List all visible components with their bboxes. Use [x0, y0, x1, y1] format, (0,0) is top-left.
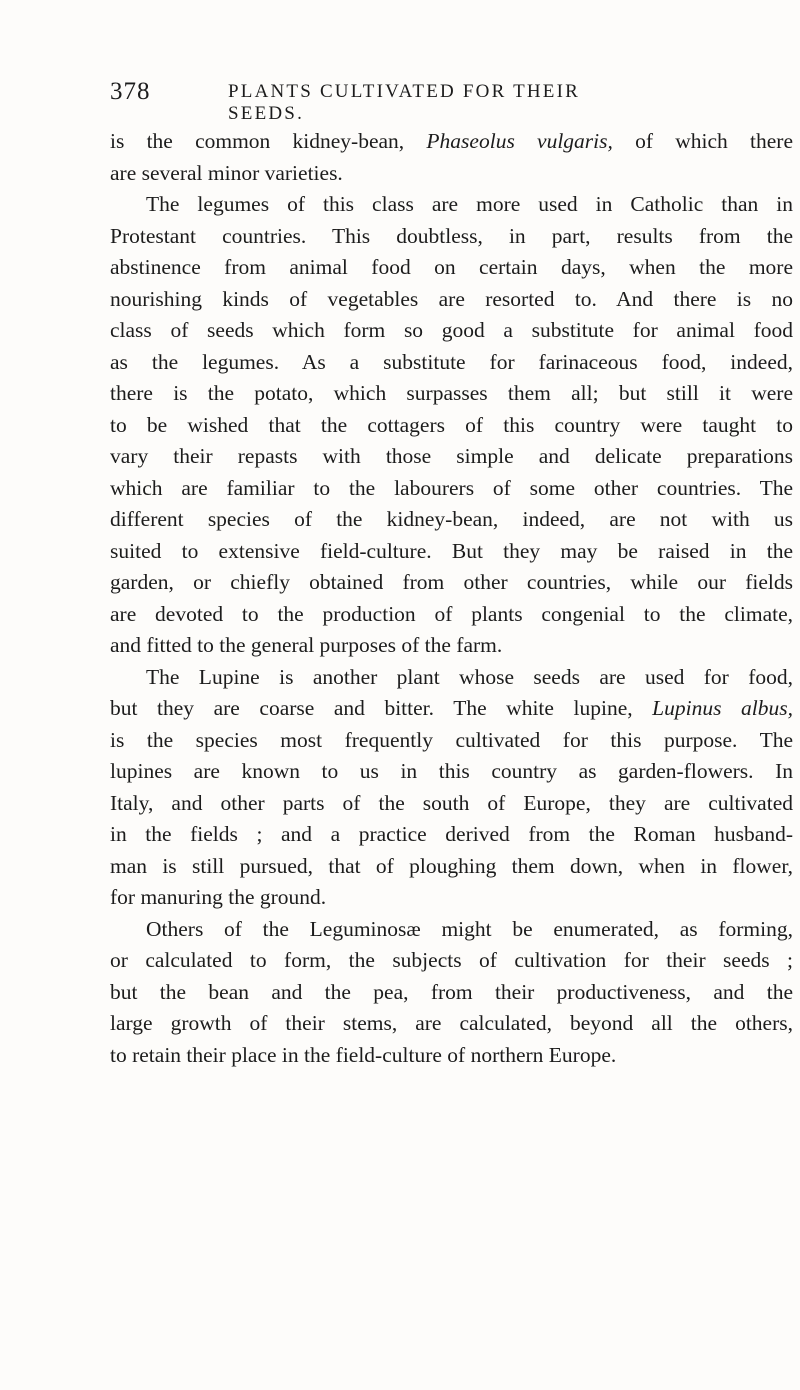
text-line: but the bean and the pea, from their productiveness, and the [110, 979, 793, 1004]
text-line: class of seeds which form so good a substitute for animal food [110, 318, 793, 342]
text-line: man is still pursued, that of ploughing them down, when in flower, [110, 853, 793, 878]
text-line: or calculated to form, the subjects of cultivation for their seeds ; [110, 948, 793, 972]
text-line: and fitted to the general purposes of the farm. [110, 633, 503, 657]
text-line: is the common kidney-bean, Phaseolus vulgaris, of which there [110, 129, 793, 153]
text-line: is the species most frequently cultivated for this purpose. The [110, 727, 793, 752]
text-line: different species of the kidney-bean, indeed, are not with us [110, 507, 793, 531]
page-header [110, 78, 660, 124]
text-line: suited to extensive field-culture. But they may be raised in the [110, 538, 793, 563]
text-line: to be wished that the cottagers of this country were taught to [110, 412, 793, 437]
text-line: garden, or chiefly obtained from other countries, while our fields [110, 570, 793, 594]
text-line: are devoted to the production of plants congenial to the climate, [110, 601, 793, 626]
running-title: PLANTS CULTIVATED FOR THEIR SEEDS. [228, 81, 580, 124]
text-line: which are familiar to the labourers of some other countries. The [110, 475, 793, 500]
text-line: in the fields ; and a practice derived from the Roman husband- [110, 822, 793, 846]
body-text [110, 126, 793, 1071]
text-line: to retain their place in the field-culture of northern Europe. [110, 1042, 617, 1067]
paragraph-start-line: The Lupine is another plant whose seeds are used for food, [146, 664, 793, 689]
text-line: large growth of their stems, are calculated, beyond all the others, [110, 1011, 793, 1035]
paragraph-start-line: The legumes of this class are more used in Catholic than in [146, 192, 793, 216]
text-line: are several minor varieties. [110, 160, 343, 185]
text-line: vary their repasts with those simple and delicate preparations [110, 444, 793, 468]
text-line: abstinence from animal food on certain days, when the more [110, 255, 793, 279]
text-line: Protestant countries. This doubtless, in part, results from the [110, 223, 793, 248]
text-line: for manuring the ground. [110, 885, 327, 909]
text-line: but they are coarse and bitter. The white lupine, Lupinus albus, [110, 696, 793, 720]
text-line: as the legumes. As a substitute for farinaceous food, indeed, [110, 349, 793, 374]
paragraph-start-line: Others of the Leguminosæ might be enumerated, as forming, [146, 916, 793, 941]
text-line: nourishing kinds of vegetables are resorted to. And there is no [110, 286, 793, 311]
text-line: lupines are known to us in this country as garden-flowers. In [110, 759, 793, 783]
text-line: Italy, and other parts of the south of Europe, they are cultivated [110, 790, 793, 815]
page-number: 378 [110, 78, 151, 105]
text-line: there is the potato, which surpasses them all; but still it were [110, 381, 793, 405]
